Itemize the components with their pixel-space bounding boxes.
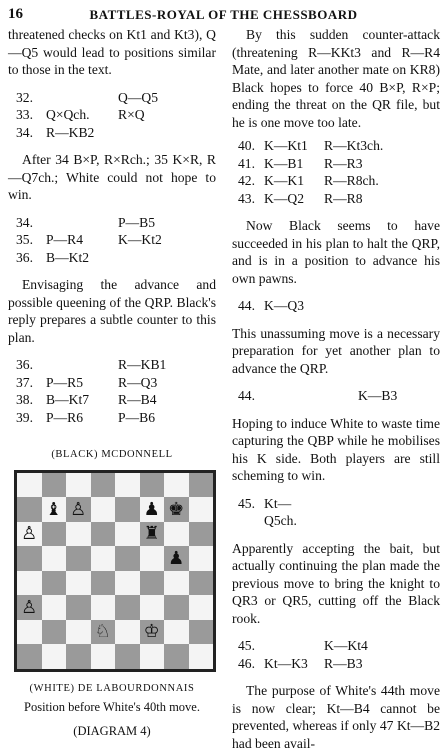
move-number: 37. bbox=[16, 374, 33, 390]
white-move: K—K1 bbox=[264, 173, 305, 188]
move-row bbox=[8, 409, 216, 427]
board-square bbox=[140, 497, 165, 522]
black-move bbox=[118, 249, 216, 267]
right-paragraph-3: This unassuming move is a necessary preparation for yet another plan to advance the QRP. bbox=[232, 325, 440, 376]
board-square bbox=[66, 595, 91, 620]
move-number: 33. bbox=[16, 107, 33, 122]
board-square bbox=[115, 620, 140, 645]
move-row bbox=[8, 89, 216, 107]
running-head: BATTLES-ROYAL OF THE CHESSBOARD bbox=[89, 7, 358, 22]
board-square bbox=[164, 571, 189, 596]
move-row bbox=[8, 124, 216, 142]
move-row bbox=[232, 190, 440, 208]
chess-piece: ♝ bbox=[45, 498, 62, 520]
white-move bbox=[46, 89, 118, 107]
board-square bbox=[189, 497, 214, 522]
page-number: 16 bbox=[8, 6, 23, 22]
black-move bbox=[118, 124, 216, 142]
board-square bbox=[42, 571, 67, 596]
diagram-number: (DIAGRAM 4) bbox=[73, 723, 151, 738]
board-square bbox=[17, 644, 42, 669]
board-square bbox=[66, 571, 91, 596]
right-paragraph-1: By this sudden counter-attack (threatening R—KKt3 and R—R4 Mate, and later another mate on KR8) Black hopes to force 40 B×P, R×P; ending the threat on the QR file, but he is one move too late. bbox=[232, 27, 440, 130]
move-number: 42. bbox=[238, 173, 255, 188]
black-move: P—B5 bbox=[118, 214, 156, 230]
board-square bbox=[42, 497, 67, 522]
board-square bbox=[91, 522, 116, 547]
board-square bbox=[17, 546, 42, 571]
board-square bbox=[115, 571, 140, 596]
black-move: R—B4 bbox=[118, 392, 157, 407]
move-row: 44. K—B3 bbox=[238, 388, 398, 403]
left-paragraph-1: threatened checks on Kt1 and Kt3), Q—Q5 would lead to positions similar to those in the text. bbox=[8, 27, 216, 77]
board-square bbox=[91, 620, 116, 645]
left-paragraph-2: After 34 B×P, R×Rch.; 35 K×R, R—Q7ch.; White could not hope to win. bbox=[8, 152, 216, 202]
chess-piece: ♚ bbox=[168, 498, 185, 520]
move-number: 35. bbox=[16, 232, 33, 247]
diagram-caption: Position before White's 40th move. bbox=[24, 700, 200, 714]
black-move: R—R8ch. bbox=[324, 173, 379, 188]
chess-piece: ♜ bbox=[143, 523, 160, 544]
move-number: 36. bbox=[16, 357, 33, 372]
black-move: R—Q3 bbox=[118, 374, 158, 390]
board-square bbox=[164, 595, 189, 620]
move-row bbox=[8, 106, 216, 124]
move-number: 34. bbox=[16, 214, 33, 230]
move-row: 45. Kt—Q5ch. bbox=[238, 495, 297, 528]
board-square bbox=[189, 546, 214, 571]
move-number: 32. bbox=[16, 89, 33, 105]
board-square bbox=[66, 497, 91, 522]
board-square bbox=[189, 644, 214, 669]
page-header bbox=[8, 6, 439, 24]
board-square bbox=[17, 571, 42, 596]
board-square bbox=[91, 644, 116, 669]
move-row bbox=[232, 137, 440, 155]
move-list bbox=[232, 137, 440, 207]
black-move: R—R3 bbox=[324, 155, 363, 171]
move-number: 39. bbox=[16, 409, 33, 425]
board-square bbox=[115, 522, 140, 547]
white-move: R—KB2 bbox=[46, 124, 95, 140]
black-move: K—Kt4 bbox=[324, 638, 368, 653]
board-square bbox=[164, 620, 189, 645]
board-square bbox=[164, 497, 189, 522]
white-move: P—R5 bbox=[46, 374, 84, 390]
board-square bbox=[42, 522, 67, 547]
board-square bbox=[140, 522, 165, 547]
white-move bbox=[264, 637, 324, 655]
move-row bbox=[8, 231, 216, 249]
white-move: P—R4 bbox=[46, 232, 84, 247]
board-square bbox=[189, 473, 214, 498]
chess-piece: ♟ bbox=[143, 498, 160, 520]
chess-piece: ♘ bbox=[94, 621, 111, 642]
move-number: 40. bbox=[238, 138, 255, 153]
board-square bbox=[66, 522, 91, 547]
move-list bbox=[8, 356, 216, 426]
left-paragraph-3: Envisaging the advance and possible queening of the QRP. Black's reply prepares a subtle counter to this plan. bbox=[8, 277, 216, 345]
right-paragraph-2: Now Black seems to have succeeded in his plan to halt the QRP, and is in a position to advance his own pawns. bbox=[232, 218, 440, 286]
black-move: Q—Q5 bbox=[118, 89, 159, 105]
move-row bbox=[8, 391, 216, 409]
black-move: R—Kt3ch. bbox=[324, 138, 384, 153]
black-move: P—B6 bbox=[118, 409, 156, 425]
white-move: B—Kt2 bbox=[46, 249, 90, 265]
move-list bbox=[232, 637, 440, 672]
white-move: Q×Qch. bbox=[46, 107, 90, 122]
chess-piece: ♙ bbox=[21, 523, 38, 544]
board-square bbox=[140, 473, 165, 498]
move-number: 36. bbox=[16, 249, 33, 265]
board-square bbox=[91, 497, 116, 522]
board-square bbox=[164, 473, 189, 498]
black-move: R×Q bbox=[118, 107, 145, 122]
board-square bbox=[115, 473, 140, 498]
board-square bbox=[140, 595, 165, 620]
move-number: 45. bbox=[238, 638, 255, 653]
move-row bbox=[232, 155, 440, 173]
white-move: K—Q2 bbox=[264, 190, 305, 206]
board-square bbox=[66, 473, 91, 498]
board-square bbox=[91, 546, 116, 571]
black-move: R—R8 bbox=[324, 190, 363, 206]
chess-piece: ♙ bbox=[70, 498, 87, 520]
board-square bbox=[66, 620, 91, 645]
board-square bbox=[140, 644, 165, 669]
board-square bbox=[42, 546, 67, 571]
board-square bbox=[42, 620, 67, 645]
white-move bbox=[46, 356, 118, 374]
board-square bbox=[115, 595, 140, 620]
board-square bbox=[91, 595, 116, 620]
white-move: K—Kt1 bbox=[264, 138, 308, 153]
board-square bbox=[91, 473, 116, 498]
move-row bbox=[8, 249, 216, 267]
board-bottom-label: (WHITE) DE LABOURDONNAIS bbox=[29, 682, 195, 694]
board-square bbox=[42, 644, 67, 669]
chess-piece: ♔ bbox=[143, 621, 160, 642]
right-paragraph-5: Apparently accepting the bait, but actually continuing the plan made the previous move to bring the knight to QR3 or QR5, cutting off the Black rook. bbox=[232, 540, 440, 626]
move-row bbox=[8, 356, 216, 374]
board-square bbox=[164, 522, 189, 547]
white-move: P—R6 bbox=[46, 409, 84, 425]
right-paragraph-6: The purpose of White's 44th move is now clear; Kt—B4 cannot be prevented, whereas if only 47 Kt—B2 had been avail- bbox=[232, 683, 440, 751]
board-top-label: (BLACK) MCDONNELL bbox=[51, 449, 173, 460]
board-square bbox=[17, 595, 42, 620]
black-move: K—Kt2 bbox=[118, 232, 162, 247]
chess-piece: ♟ bbox=[168, 547, 185, 569]
board-square bbox=[17, 620, 42, 645]
board-square bbox=[140, 571, 165, 596]
board-square bbox=[189, 620, 214, 645]
move-number: 34. bbox=[16, 124, 33, 140]
board-square bbox=[17, 473, 42, 498]
move-list bbox=[8, 89, 216, 142]
move-list bbox=[8, 214, 216, 267]
board-square bbox=[42, 473, 67, 498]
board-square bbox=[189, 571, 214, 596]
black-move: R—KB1 bbox=[118, 357, 167, 372]
move-row bbox=[8, 374, 216, 392]
board-square bbox=[115, 497, 140, 522]
board-square bbox=[164, 644, 189, 669]
white-move bbox=[46, 214, 118, 232]
board-square bbox=[140, 620, 165, 645]
board-square bbox=[115, 644, 140, 669]
board-square bbox=[189, 522, 214, 547]
board-square bbox=[91, 571, 116, 596]
board-square bbox=[17, 497, 42, 522]
move-row: 44. K—Q3 bbox=[238, 298, 305, 313]
black-move: R—B3 bbox=[324, 655, 363, 671]
move-row bbox=[232, 172, 440, 190]
board-square bbox=[66, 644, 91, 669]
right-paragraph-4: Hoping to induce White to waste time capturing the QBP while he mobilises his K side. Both players are still scheming to win. bbox=[232, 415, 440, 483]
board-square bbox=[42, 595, 67, 620]
move-number: 41. bbox=[238, 155, 255, 171]
board-square bbox=[164, 546, 189, 571]
left-column bbox=[8, 26, 216, 740]
board-square bbox=[66, 546, 91, 571]
board-square bbox=[17, 522, 42, 547]
move-number: 43. bbox=[238, 190, 255, 206]
white-move: B—Kt7 bbox=[46, 392, 90, 407]
move-number: 46. bbox=[238, 655, 255, 671]
board-square bbox=[140, 546, 165, 571]
board-square bbox=[189, 595, 214, 620]
right-column bbox=[232, 26, 440, 752]
white-move: Kt—K3 bbox=[264, 655, 308, 671]
move-row bbox=[232, 637, 440, 655]
chess-diagram bbox=[14, 470, 216, 672]
white-move: K—B1 bbox=[264, 155, 304, 171]
move-row bbox=[232, 655, 440, 673]
move-row bbox=[8, 214, 216, 232]
move-number: 38. bbox=[16, 392, 33, 407]
board-square bbox=[115, 546, 140, 571]
chess-piece: ♙ bbox=[21, 596, 38, 618]
